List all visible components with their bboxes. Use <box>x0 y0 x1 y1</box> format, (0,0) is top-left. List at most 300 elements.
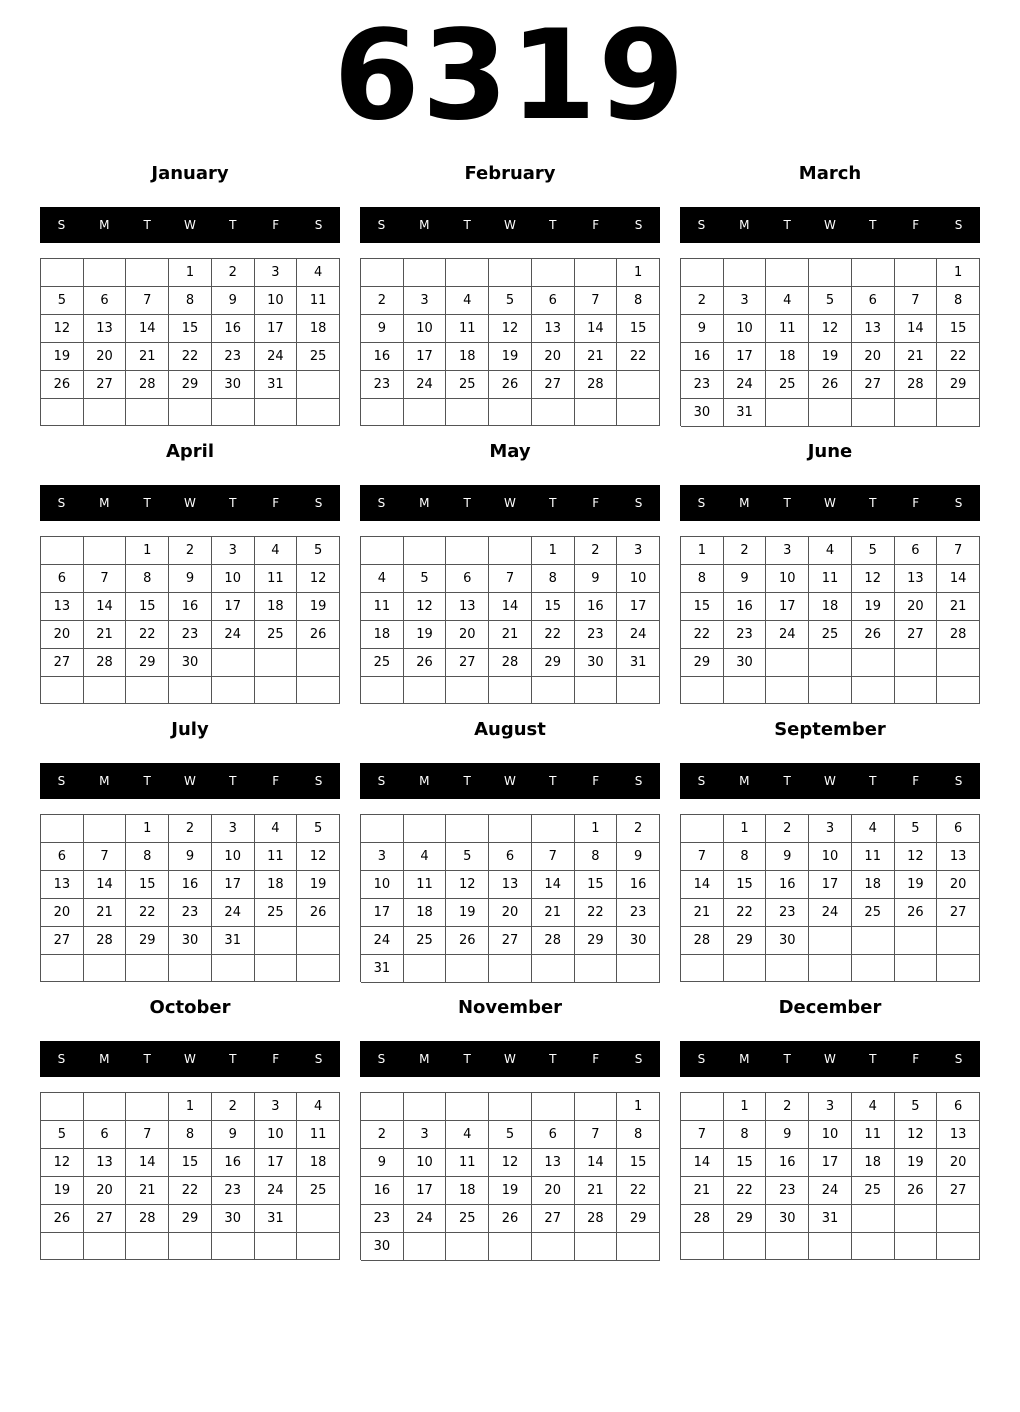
day-cell: 23 <box>361 371 404 399</box>
day-cell: 9 <box>681 315 724 343</box>
empty-cell <box>446 677 489 704</box>
day-cell: 17 <box>809 1149 852 1177</box>
day-cell: 4 <box>852 1093 895 1121</box>
month-september <box>680 714 980 982</box>
day-cell: 1 <box>532 537 575 565</box>
month-name: July <box>171 719 209 740</box>
day-cell: 6 <box>489 843 532 871</box>
weekday-header: F <box>272 496 280 510</box>
empty-cell <box>84 815 127 843</box>
month-name: March <box>798 163 862 184</box>
weekday-header: S <box>314 774 323 788</box>
day-cell: 19 <box>809 343 852 371</box>
day-cell: 14 <box>681 871 724 899</box>
day-cell: 22 <box>681 621 724 649</box>
day-cell: 17 <box>212 593 255 621</box>
day-cell: 13 <box>937 843 980 871</box>
day-cell: 14 <box>489 593 532 621</box>
weekday-header: S <box>954 218 963 232</box>
empty-cell <box>895 1233 938 1260</box>
day-cell: 14 <box>84 871 127 899</box>
empty-cell <box>41 537 84 565</box>
day-cell: 4 <box>446 287 489 315</box>
day-cell: 12 <box>446 871 489 899</box>
day-cell: 11 <box>404 871 447 899</box>
empty-cell <box>766 1233 809 1260</box>
day-cell: 3 <box>404 287 447 315</box>
day-cell: 2 <box>575 537 618 565</box>
empty-cell <box>937 399 980 427</box>
weekday-header: F <box>912 496 920 510</box>
day-cell: 22 <box>617 1177 660 1205</box>
month-november <box>360 992 660 1260</box>
day-cell: 4 <box>766 287 809 315</box>
empty-cell <box>681 1093 724 1121</box>
month-name: November <box>457 997 563 1018</box>
weekday-header: T <box>783 496 791 510</box>
day-cell: 25 <box>255 621 298 649</box>
day-cell: 17 <box>404 343 447 371</box>
day-cell: 13 <box>852 315 895 343</box>
weekday-header: M <box>739 218 750 232</box>
day-cell: 22 <box>169 1177 212 1205</box>
empty-cell <box>126 1233 169 1260</box>
day-cell: 5 <box>297 537 340 565</box>
day-cell: 4 <box>361 565 404 593</box>
day-cell: 11 <box>809 565 852 593</box>
empty-cell <box>852 927 895 955</box>
month-name: June <box>807 441 853 462</box>
day-cell: 22 <box>724 1177 767 1205</box>
day-cell: 30 <box>212 371 255 399</box>
empty-cell <box>681 259 724 287</box>
day-cell: 6 <box>937 1093 980 1121</box>
day-cell: 23 <box>169 899 212 927</box>
day-cell: 6 <box>84 287 127 315</box>
empty-cell <box>809 927 852 955</box>
day-cell: 15 <box>617 315 660 343</box>
day-cell: 21 <box>575 1177 618 1205</box>
day-cell: 27 <box>446 649 489 677</box>
empty-cell <box>169 677 212 704</box>
weekday-header: M <box>99 496 110 510</box>
day-cell: 18 <box>446 343 489 371</box>
day-cell: 25 <box>297 1177 340 1205</box>
day-cell: 4 <box>852 815 895 843</box>
day-cell: 29 <box>724 927 767 955</box>
day-cell: 3 <box>404 1121 447 1149</box>
day-cell: 13 <box>41 593 84 621</box>
weekday-header: T <box>549 496 557 510</box>
empty-cell <box>937 1233 980 1260</box>
day-cell: 4 <box>446 1121 489 1149</box>
weekday-header-row <box>360 485 660 521</box>
weekday-header: M <box>739 774 750 788</box>
weekday-header: T <box>463 1052 471 1066</box>
empty-cell <box>617 955 660 983</box>
empty-cell <box>41 955 84 982</box>
day-cell: 10 <box>809 843 852 871</box>
day-cell: 13 <box>446 593 489 621</box>
day-cell: 15 <box>126 871 169 899</box>
weekday-header: T <box>869 774 877 788</box>
weekday-header: T <box>869 496 877 510</box>
weekday-header: T <box>229 1052 237 1066</box>
empty-cell <box>575 677 618 704</box>
weekday-header: W <box>824 1052 836 1066</box>
day-cell: 9 <box>169 565 212 593</box>
weekday-header: W <box>504 1052 516 1066</box>
day-cell: 14 <box>681 1149 724 1177</box>
month-august <box>360 714 660 982</box>
weekday-header: M <box>419 218 430 232</box>
day-cell: 26 <box>852 621 895 649</box>
day-cell: 16 <box>575 593 618 621</box>
day-cell: 21 <box>681 1177 724 1205</box>
day-grid <box>680 1092 980 1260</box>
weekday-header: S <box>697 774 706 788</box>
day-cell: 30 <box>212 1205 255 1233</box>
day-cell: 7 <box>681 1121 724 1149</box>
day-cell: 25 <box>255 899 298 927</box>
month-name: October <box>149 997 231 1018</box>
weekday-header: S <box>377 496 386 510</box>
day-cell: 10 <box>404 1149 447 1177</box>
day-cell: 10 <box>212 565 255 593</box>
day-cell: 21 <box>126 343 169 371</box>
day-cell: 25 <box>446 1205 489 1233</box>
day-cell: 16 <box>169 871 212 899</box>
empty-cell <box>297 1205 340 1233</box>
empty-cell <box>766 399 809 427</box>
day-cell: 23 <box>617 899 660 927</box>
day-cell: 24 <box>404 1205 447 1233</box>
year-title: 6319 <box>333 4 687 148</box>
day-cell: 26 <box>41 371 84 399</box>
day-cell: 17 <box>809 871 852 899</box>
day-cell: 12 <box>41 1149 84 1177</box>
day-cell: 28 <box>681 1205 724 1233</box>
day-cell: 11 <box>446 315 489 343</box>
day-cell: 9 <box>724 565 767 593</box>
empty-cell <box>255 399 298 426</box>
day-cell: 1 <box>724 1093 767 1121</box>
empty-cell <box>446 815 489 843</box>
empty-cell <box>852 955 895 982</box>
weekday-header: S <box>377 1052 386 1066</box>
day-cell: 1 <box>681 537 724 565</box>
day-cell: 22 <box>126 621 169 649</box>
day-cell: 18 <box>361 621 404 649</box>
day-cell: 7 <box>532 843 575 871</box>
empty-cell <box>404 955 447 983</box>
day-cell: 18 <box>297 1149 340 1177</box>
empty-cell <box>489 677 532 704</box>
empty-cell <box>297 1233 340 1260</box>
weekday-header: F <box>592 218 600 232</box>
day-cell: 11 <box>255 843 298 871</box>
day-cell: 31 <box>617 649 660 677</box>
day-cell: 8 <box>681 565 724 593</box>
day-cell: 15 <box>532 593 575 621</box>
weekday-header-row <box>40 207 340 243</box>
weekday-header: F <box>592 774 600 788</box>
day-cell: 27 <box>41 927 84 955</box>
day-cell: 13 <box>937 1121 980 1149</box>
empty-cell <box>937 1205 980 1233</box>
day-cell: 6 <box>852 287 895 315</box>
day-cell: 27 <box>532 1205 575 1233</box>
month-name: January <box>151 163 229 184</box>
empty-cell <box>361 815 404 843</box>
empty-cell <box>489 1233 532 1261</box>
day-cell: 21 <box>84 621 127 649</box>
month-may <box>360 436 660 704</box>
day-cell: 2 <box>617 815 660 843</box>
day-cell: 1 <box>937 259 980 287</box>
weekday-header: W <box>504 496 516 510</box>
empty-cell <box>255 1233 298 1260</box>
day-cell: 17 <box>212 871 255 899</box>
day-cell: 11 <box>255 565 298 593</box>
day-grid <box>360 258 660 426</box>
empty-cell <box>766 677 809 704</box>
day-cell: 2 <box>212 259 255 287</box>
day-cell: 29 <box>617 1205 660 1233</box>
empty-cell <box>169 955 212 982</box>
day-cell: 14 <box>575 315 618 343</box>
day-cell: 5 <box>895 1093 938 1121</box>
empty-cell <box>84 677 127 704</box>
day-cell: 24 <box>724 371 767 399</box>
empty-cell <box>255 677 298 704</box>
day-cell: 5 <box>41 1121 84 1149</box>
day-cell: 6 <box>41 565 84 593</box>
weekday-header: T <box>229 496 237 510</box>
empty-cell <box>41 399 84 426</box>
empty-cell <box>724 259 767 287</box>
empty-cell <box>532 1093 575 1121</box>
empty-cell <box>937 955 980 982</box>
day-cell: 8 <box>169 287 212 315</box>
day-cell: 26 <box>41 1205 84 1233</box>
day-cell: 22 <box>937 343 980 371</box>
weekday-header: W <box>184 496 196 510</box>
weekday-header: T <box>143 1052 151 1066</box>
empty-cell <box>446 399 489 426</box>
day-cell: 23 <box>766 899 809 927</box>
day-cell: 10 <box>766 565 809 593</box>
day-cell: 22 <box>532 621 575 649</box>
empty-cell <box>255 649 298 677</box>
day-cell: 8 <box>724 843 767 871</box>
day-cell: 5 <box>297 815 340 843</box>
empty-cell <box>361 399 404 426</box>
day-cell: 28 <box>126 1205 169 1233</box>
day-cell: 22 <box>169 343 212 371</box>
day-cell: 9 <box>766 1121 809 1149</box>
month-june <box>680 436 980 704</box>
empty-cell <box>895 259 938 287</box>
day-cell: 24 <box>212 621 255 649</box>
day-cell: 2 <box>169 537 212 565</box>
day-cell: 29 <box>575 927 618 955</box>
weekday-header: T <box>143 496 151 510</box>
day-cell: 5 <box>852 537 895 565</box>
day-grid <box>40 536 340 704</box>
day-cell: 24 <box>361 927 404 955</box>
day-cell: 30 <box>681 399 724 427</box>
empty-cell <box>724 955 767 982</box>
day-cell: 31 <box>212 927 255 955</box>
day-cell: 8 <box>126 565 169 593</box>
weekday-header: T <box>463 774 471 788</box>
day-cell: 11 <box>852 843 895 871</box>
day-cell: 23 <box>681 371 724 399</box>
day-cell: 17 <box>361 899 404 927</box>
day-cell: 12 <box>297 843 340 871</box>
day-cell: 26 <box>489 371 532 399</box>
day-cell: 10 <box>809 1121 852 1149</box>
empty-cell <box>446 955 489 983</box>
day-cell: 23 <box>575 621 618 649</box>
day-cell: 14 <box>575 1149 618 1177</box>
day-cell: 26 <box>895 899 938 927</box>
day-cell: 31 <box>255 371 298 399</box>
empty-cell <box>404 1093 447 1121</box>
day-cell: 6 <box>895 537 938 565</box>
empty-cell <box>169 1233 212 1260</box>
empty-cell <box>404 537 447 565</box>
day-cell: 9 <box>212 287 255 315</box>
day-grid <box>360 536 660 704</box>
empty-cell <box>532 677 575 704</box>
day-cell: 28 <box>575 371 618 399</box>
day-grid <box>40 258 340 426</box>
weekday-header: M <box>739 496 750 510</box>
day-cell: 19 <box>446 899 489 927</box>
empty-cell <box>84 259 127 287</box>
month-name: September <box>774 719 886 740</box>
weekday-header: F <box>272 218 280 232</box>
day-cell: 9 <box>617 843 660 871</box>
weekday-header: W <box>824 774 836 788</box>
empty-cell <box>126 259 169 287</box>
day-grid <box>680 258 980 426</box>
empty-cell <box>297 955 340 982</box>
weekday-header: T <box>783 774 791 788</box>
day-cell: 20 <box>41 899 84 927</box>
day-cell: 23 <box>212 343 255 371</box>
empty-cell <box>852 1205 895 1233</box>
weekday-header: S <box>634 496 643 510</box>
empty-cell <box>404 677 447 704</box>
day-cell: 7 <box>126 287 169 315</box>
weekday-header: F <box>272 774 280 788</box>
day-cell: 15 <box>724 871 767 899</box>
day-cell: 16 <box>617 871 660 899</box>
day-cell: 22 <box>617 343 660 371</box>
day-cell: 18 <box>852 1149 895 1177</box>
weekday-header: T <box>143 774 151 788</box>
weekday-header: F <box>912 218 920 232</box>
empty-cell <box>575 399 618 426</box>
day-cell: 4 <box>297 259 340 287</box>
day-cell: 25 <box>361 649 404 677</box>
day-cell: 18 <box>297 315 340 343</box>
day-grid <box>680 814 980 982</box>
day-cell: 12 <box>852 565 895 593</box>
day-cell: 3 <box>617 537 660 565</box>
empty-cell <box>212 1233 255 1260</box>
day-cell: 30 <box>169 649 212 677</box>
day-grid <box>360 814 660 982</box>
day-cell: 17 <box>766 593 809 621</box>
day-cell: 19 <box>297 871 340 899</box>
day-cell: 20 <box>532 343 575 371</box>
weekday-header: M <box>99 1052 110 1066</box>
weekday-header: T <box>143 218 151 232</box>
day-cell: 10 <box>404 315 447 343</box>
day-cell: 9 <box>169 843 212 871</box>
empty-cell <box>532 955 575 983</box>
day-cell: 7 <box>937 537 980 565</box>
day-cell: 7 <box>575 1121 618 1149</box>
day-cell: 12 <box>404 593 447 621</box>
day-cell: 25 <box>852 899 895 927</box>
day-cell: 28 <box>937 621 980 649</box>
empty-cell <box>575 259 618 287</box>
weekday-header: T <box>869 218 877 232</box>
day-cell: 21 <box>532 899 575 927</box>
empty-cell <box>84 1233 127 1260</box>
weekday-header: W <box>184 1052 196 1066</box>
day-cell: 5 <box>404 565 447 593</box>
day-cell: 1 <box>617 259 660 287</box>
day-cell: 14 <box>84 593 127 621</box>
day-cell: 11 <box>361 593 404 621</box>
empty-cell <box>852 649 895 677</box>
empty-cell <box>41 259 84 287</box>
empty-cell <box>895 649 938 677</box>
month-july <box>40 714 340 982</box>
day-cell: 24 <box>809 899 852 927</box>
day-grid <box>680 536 980 704</box>
empty-cell <box>681 815 724 843</box>
day-cell: 15 <box>169 1149 212 1177</box>
day-cell: 8 <box>169 1121 212 1149</box>
empty-cell <box>532 1233 575 1261</box>
day-cell: 17 <box>255 1149 298 1177</box>
day-cell: 11 <box>297 1121 340 1149</box>
day-cell: 20 <box>84 1177 127 1205</box>
empty-cell <box>84 1093 127 1121</box>
day-cell: 30 <box>361 1233 404 1261</box>
day-cell: 6 <box>532 287 575 315</box>
empty-cell <box>766 649 809 677</box>
day-cell: 24 <box>212 899 255 927</box>
day-cell: 13 <box>84 1149 127 1177</box>
day-cell: 28 <box>489 649 532 677</box>
weekday-header: M <box>419 1052 430 1066</box>
day-cell: 24 <box>255 1177 298 1205</box>
weekday-header-row <box>680 207 980 243</box>
weekday-header: T <box>783 218 791 232</box>
weekday-header: S <box>954 496 963 510</box>
weekday-header-row <box>360 207 660 243</box>
day-cell: 14 <box>895 315 938 343</box>
day-cell: 13 <box>41 871 84 899</box>
